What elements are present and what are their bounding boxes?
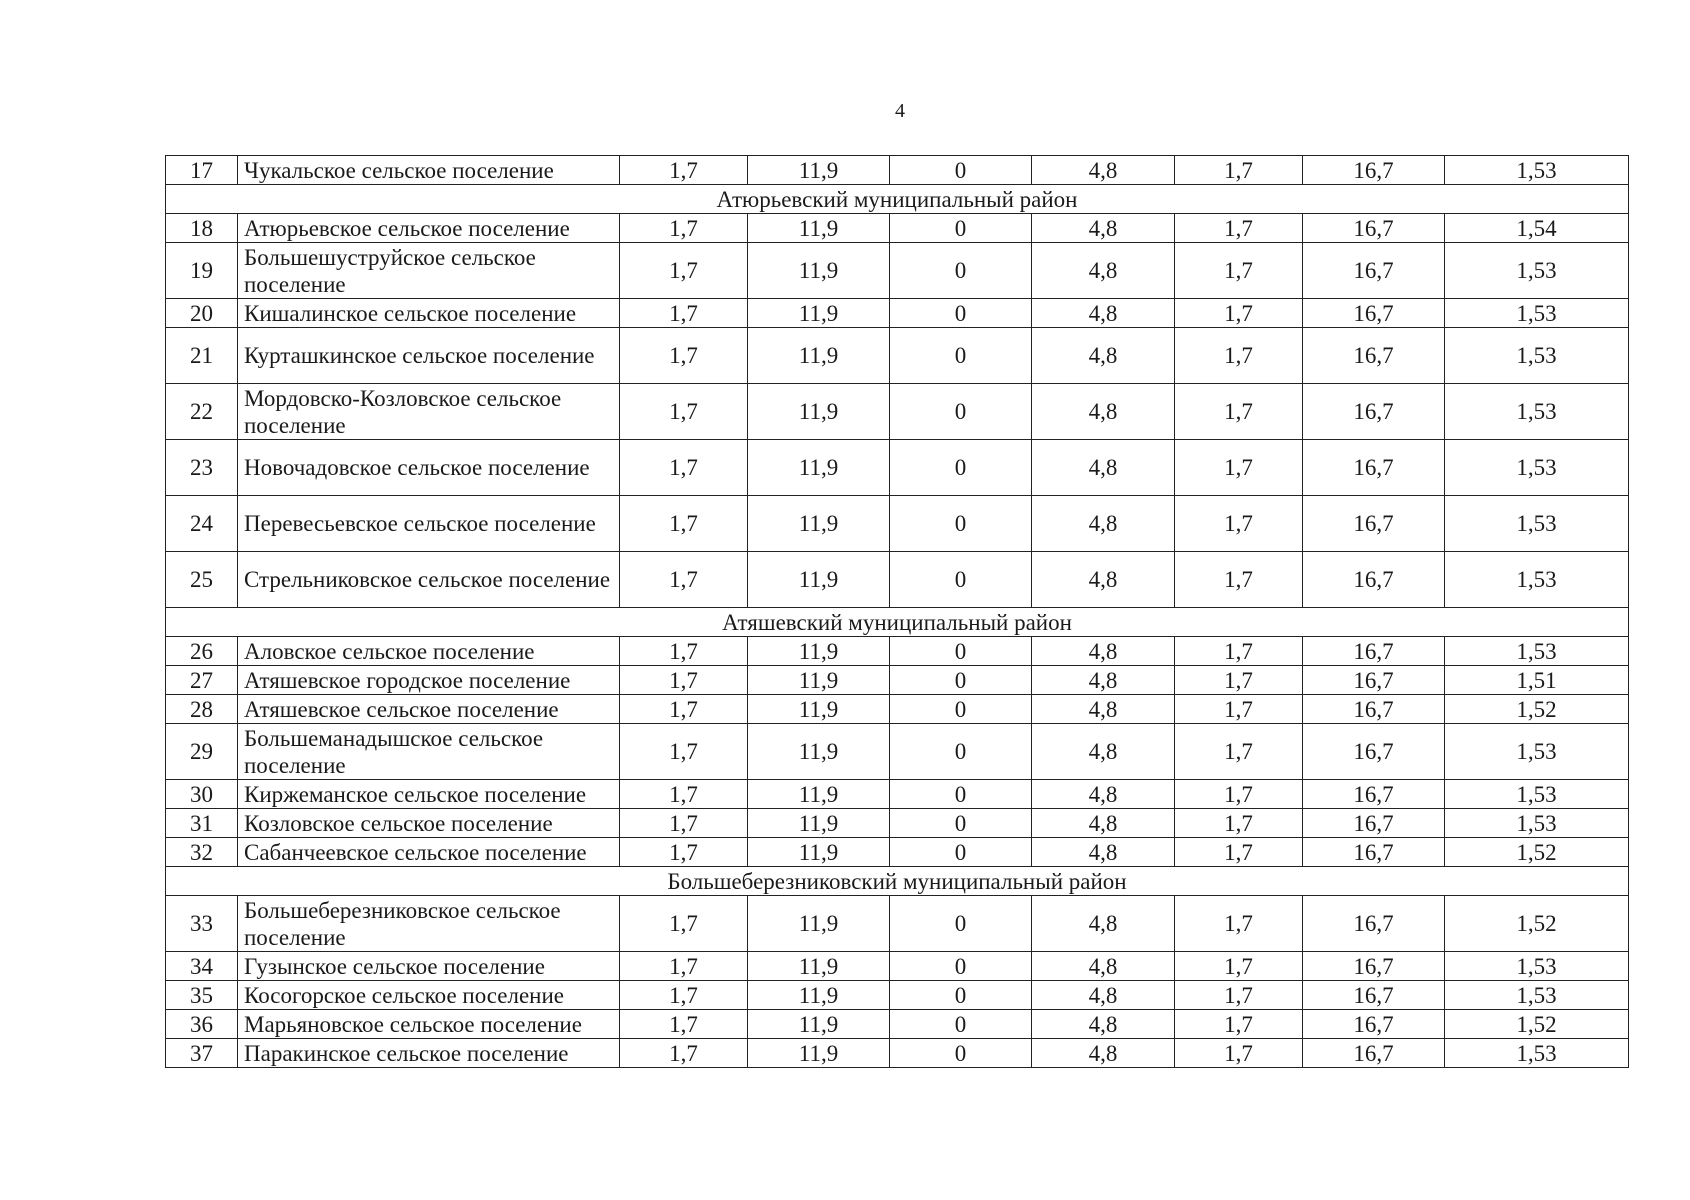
value-col-5: 1,7 — [1175, 952, 1303, 981]
table-row — [166, 637, 1629, 666]
value-col-4: 4,8 — [1032, 552, 1175, 608]
row-number: 24 — [166, 496, 238, 552]
value-col-3: 0 — [890, 496, 1032, 552]
value-col-6: 16,7 — [1303, 552, 1445, 608]
value-col-6: 16,7 — [1303, 952, 1445, 981]
row-number: 35 — [166, 981, 238, 1010]
value-col-4: 4,8 — [1032, 695, 1175, 724]
table-row — [166, 780, 1629, 809]
value-col-4: 4,8 — [1032, 156, 1175, 185]
value-col-7: 1,52 — [1445, 896, 1629, 952]
value-col-1: 1,7 — [620, 780, 748, 809]
value-col-4: 4,8 — [1032, 496, 1175, 552]
settlement-name: Большеберезниковское сельское поселение — [238, 896, 620, 952]
value-col-5: 1,7 — [1175, 780, 1303, 809]
value-col-2: 11,9 — [748, 637, 890, 666]
value-col-7: 1,53 — [1445, 780, 1629, 809]
value-col-2: 11,9 — [748, 809, 890, 838]
value-col-5: 1,7 — [1175, 1010, 1303, 1039]
value-col-4: 4,8 — [1032, 299, 1175, 328]
value-col-1: 1,7 — [620, 809, 748, 838]
value-col-2: 11,9 — [748, 695, 890, 724]
table-row — [166, 981, 1629, 1010]
row-number: 19 — [166, 243, 238, 299]
value-col-4: 4,8 — [1032, 809, 1175, 838]
value-col-4: 4,8 — [1032, 952, 1175, 981]
table-row — [166, 552, 1629, 608]
value-col-1: 1,7 — [620, 440, 748, 496]
value-col-2: 11,9 — [748, 156, 890, 185]
value-col-7: 1,53 — [1445, 299, 1629, 328]
value-col-5: 1,7 — [1175, 724, 1303, 780]
value-col-1: 1,7 — [620, 637, 748, 666]
row-number: 32 — [166, 838, 238, 867]
value-col-7: 1,53 — [1445, 384, 1629, 440]
value-col-4: 4,8 — [1032, 440, 1175, 496]
value-col-1: 1,7 — [620, 243, 748, 299]
settlement-name: Козловское сельское поселение — [238, 809, 620, 838]
table-row — [166, 214, 1629, 243]
value-col-1: 1,7 — [620, 838, 748, 867]
row-number: 37 — [166, 1039, 238, 1068]
value-col-3: 0 — [890, 838, 1032, 867]
table-row — [166, 156, 1629, 185]
settlement-name: Большеманадышское сельское поселение — [238, 724, 620, 780]
value-col-2: 11,9 — [748, 1010, 890, 1039]
district-header-row — [166, 185, 1629, 214]
row-number: 20 — [166, 299, 238, 328]
settlement-name: Марьяновское сельское поселение — [238, 1010, 620, 1039]
table-row — [166, 724, 1629, 780]
row-number: 18 — [166, 214, 238, 243]
row-number: 25 — [166, 552, 238, 608]
value-col-2: 11,9 — [748, 496, 890, 552]
value-col-1: 1,7 — [620, 981, 748, 1010]
value-col-6: 16,7 — [1303, 1039, 1445, 1068]
value-col-1: 1,7 — [620, 952, 748, 981]
settlement-name: Кишалинское сельское поселение — [238, 299, 620, 328]
row-number: 28 — [166, 695, 238, 724]
row-number: 31 — [166, 809, 238, 838]
value-col-3: 0 — [890, 384, 1032, 440]
value-col-6: 16,7 — [1303, 637, 1445, 666]
value-col-3: 0 — [890, 666, 1032, 695]
value-col-3: 0 — [890, 695, 1032, 724]
table-row — [166, 243, 1629, 299]
value-col-2: 11,9 — [748, 780, 890, 809]
value-col-4: 4,8 — [1032, 981, 1175, 1010]
value-col-2: 11,9 — [748, 552, 890, 608]
value-col-4: 4,8 — [1032, 838, 1175, 867]
value-col-5: 1,7 — [1175, 243, 1303, 299]
value-col-3: 0 — [890, 552, 1032, 608]
value-col-6: 16,7 — [1303, 838, 1445, 867]
value-col-7: 1,53 — [1445, 724, 1629, 780]
row-number: 22 — [166, 384, 238, 440]
table-row — [166, 695, 1629, 724]
district-header-row — [166, 867, 1629, 896]
value-col-2: 11,9 — [748, 952, 890, 981]
value-col-6: 16,7 — [1303, 809, 1445, 838]
value-col-1: 1,7 — [620, 695, 748, 724]
value-col-7: 1,53 — [1445, 328, 1629, 384]
value-col-3: 0 — [890, 1010, 1032, 1039]
value-col-3: 0 — [890, 724, 1032, 780]
value-col-4: 4,8 — [1032, 1010, 1175, 1039]
value-col-5: 1,7 — [1175, 1039, 1303, 1068]
value-col-7: 1,53 — [1445, 156, 1629, 185]
value-col-1: 1,7 — [620, 666, 748, 695]
row-number: 21 — [166, 328, 238, 384]
value-col-5: 1,7 — [1175, 637, 1303, 666]
value-col-1: 1,7 — [620, 496, 748, 552]
value-col-3: 0 — [890, 780, 1032, 809]
settlement-name: Атяшевское городское поселение — [238, 666, 620, 695]
value-col-6: 16,7 — [1303, 328, 1445, 384]
value-col-3: 0 — [890, 299, 1032, 328]
value-col-5: 1,7 — [1175, 328, 1303, 384]
value-col-1: 1,7 — [620, 896, 748, 952]
value-col-5: 1,7 — [1175, 384, 1303, 440]
settlement-name: Атяшевское сельское поселение — [238, 695, 620, 724]
value-col-5: 1,7 — [1175, 440, 1303, 496]
value-col-6: 16,7 — [1303, 384, 1445, 440]
value-col-5: 1,7 — [1175, 552, 1303, 608]
value-col-4: 4,8 — [1032, 243, 1175, 299]
district-title: Атюрьевский муниципальный район — [166, 185, 1629, 214]
value-col-6: 16,7 — [1303, 496, 1445, 552]
value-col-1: 1,7 — [620, 552, 748, 608]
value-col-7: 1,53 — [1445, 809, 1629, 838]
district-title: Атяшевский муниципальный район — [166, 608, 1629, 637]
table-row — [166, 896, 1629, 952]
value-col-2: 11,9 — [748, 1039, 890, 1068]
value-col-3: 0 — [890, 1039, 1032, 1068]
value-col-2: 11,9 — [748, 724, 890, 780]
value-col-3: 0 — [890, 328, 1032, 384]
value-col-1: 1,7 — [620, 384, 748, 440]
value-col-5: 1,7 — [1175, 981, 1303, 1010]
value-col-4: 4,8 — [1032, 384, 1175, 440]
page-number: 4 — [895, 100, 905, 122]
value-col-5: 1,7 — [1175, 496, 1303, 552]
settlement-name: Мордовско-Козловское сельское поселение — [238, 384, 620, 440]
value-col-6: 16,7 — [1303, 243, 1445, 299]
value-col-4: 4,8 — [1032, 214, 1175, 243]
value-col-6: 16,7 — [1303, 440, 1445, 496]
value-col-1: 1,7 — [620, 214, 748, 243]
value-col-3: 0 — [890, 809, 1032, 838]
value-col-3: 0 — [890, 637, 1032, 666]
value-col-5: 1,7 — [1175, 695, 1303, 724]
table-row — [166, 440, 1629, 496]
value-col-7: 1,51 — [1445, 666, 1629, 695]
value-col-7: 1,53 — [1445, 637, 1629, 666]
value-col-7: 1,53 — [1445, 440, 1629, 496]
settlement-name: Паракинское сельское поселение — [238, 1039, 620, 1068]
value-col-6: 16,7 — [1303, 724, 1445, 780]
value-col-2: 11,9 — [748, 666, 890, 695]
table-body — [166, 156, 1629, 1068]
value-col-5: 1,7 — [1175, 214, 1303, 243]
value-col-6: 16,7 — [1303, 695, 1445, 724]
table-row — [166, 666, 1629, 695]
value-col-7: 1,53 — [1445, 496, 1629, 552]
table-row — [166, 952, 1629, 981]
table-row — [166, 809, 1629, 838]
value-col-6: 16,7 — [1303, 666, 1445, 695]
value-col-3: 0 — [890, 896, 1032, 952]
table-row — [166, 1039, 1629, 1068]
value-col-2: 11,9 — [748, 384, 890, 440]
value-col-6: 16,7 — [1303, 981, 1445, 1010]
value-col-7: 1,53 — [1445, 552, 1629, 608]
table-row — [166, 328, 1629, 384]
settlement-name: Сабанчеевское сельское поселение — [238, 838, 620, 867]
value-col-7: 1,53 — [1445, 981, 1629, 1010]
value-col-2: 11,9 — [748, 328, 890, 384]
value-col-5: 1,7 — [1175, 666, 1303, 695]
settlement-name: Аловское сельское поселение — [238, 637, 620, 666]
district-title: Большеберезниковский муниципальный район — [166, 867, 1629, 896]
table-row — [166, 838, 1629, 867]
value-col-2: 11,9 — [748, 214, 890, 243]
value-col-4: 4,8 — [1032, 1039, 1175, 1068]
value-col-7: 1,53 — [1445, 952, 1629, 981]
value-col-7: 1,53 — [1445, 1039, 1629, 1068]
row-number: 34 — [166, 952, 238, 981]
value-col-5: 1,7 — [1175, 896, 1303, 952]
value-col-5: 1,7 — [1175, 156, 1303, 185]
value-col-4: 4,8 — [1032, 666, 1175, 695]
row-number: 26 — [166, 637, 238, 666]
row-number: 29 — [166, 724, 238, 780]
settlement-name: Атюрьевское сельское поселение — [238, 214, 620, 243]
value-col-3: 0 — [890, 952, 1032, 981]
value-col-7: 1,54 — [1445, 214, 1629, 243]
settlement-name: Косогорское сельское поселение — [238, 981, 620, 1010]
settlement-name: Курташкинское сельское поселение — [238, 328, 620, 384]
value-col-6: 16,7 — [1303, 156, 1445, 185]
value-col-7: 1,52 — [1445, 1010, 1629, 1039]
value-col-6: 16,7 — [1303, 299, 1445, 328]
value-col-2: 11,9 — [748, 981, 890, 1010]
settlement-name: Киржеманское сельское поселение — [238, 780, 620, 809]
settlement-name: Стрельниковское сельское поселение — [238, 552, 620, 608]
row-number: 30 — [166, 780, 238, 809]
value-col-1: 1,7 — [620, 1039, 748, 1068]
value-col-5: 1,7 — [1175, 299, 1303, 328]
value-col-1: 1,7 — [620, 1010, 748, 1039]
settlement-name: Большешуструйское сельское поселение — [238, 243, 620, 299]
value-col-7: 1,52 — [1445, 838, 1629, 867]
value-col-6: 16,7 — [1303, 214, 1445, 243]
row-number: 27 — [166, 666, 238, 695]
table-row — [166, 384, 1629, 440]
value-col-2: 11,9 — [748, 838, 890, 867]
value-col-3: 0 — [890, 440, 1032, 496]
value-col-5: 1,7 — [1175, 809, 1303, 838]
value-col-6: 16,7 — [1303, 1010, 1445, 1039]
value-col-1: 1,7 — [620, 328, 748, 384]
settlement-name: Гузынское сельское поселение — [238, 952, 620, 981]
value-col-2: 11,9 — [748, 243, 890, 299]
value-col-7: 1,53 — [1445, 243, 1629, 299]
value-col-4: 4,8 — [1032, 724, 1175, 780]
row-number: 33 — [166, 896, 238, 952]
value-col-1: 1,7 — [620, 299, 748, 328]
value-col-2: 11,9 — [748, 896, 890, 952]
value-col-4: 4,8 — [1032, 896, 1175, 952]
value-col-6: 16,7 — [1303, 896, 1445, 952]
tariff-table — [165, 155, 1629, 1068]
table-row — [166, 299, 1629, 328]
value-col-3: 0 — [890, 243, 1032, 299]
value-col-6: 16,7 — [1303, 780, 1445, 809]
settlement-name: Чукальское сельское поселение — [238, 156, 620, 185]
value-col-4: 4,8 — [1032, 328, 1175, 384]
value-col-4: 4,8 — [1032, 637, 1175, 666]
value-col-2: 11,9 — [748, 299, 890, 328]
district-header-row — [166, 608, 1629, 637]
row-number: 23 — [166, 440, 238, 496]
value-col-4: 4,8 — [1032, 780, 1175, 809]
row-number: 36 — [166, 1010, 238, 1039]
settlement-name: Перевесьевское сельское поселение — [238, 496, 620, 552]
table-row — [166, 1010, 1629, 1039]
value-col-2: 11,9 — [748, 440, 890, 496]
value-col-3: 0 — [890, 981, 1032, 1010]
value-col-1: 1,7 — [620, 156, 748, 185]
row-number: 17 — [166, 156, 238, 185]
value-col-3: 0 — [890, 214, 1032, 243]
value-col-1: 1,7 — [620, 724, 748, 780]
value-col-5: 1,7 — [1175, 838, 1303, 867]
table-row — [166, 496, 1629, 552]
value-col-3: 0 — [890, 156, 1032, 185]
value-col-7: 1,52 — [1445, 695, 1629, 724]
settlement-name: Новочадовское сельское поселение — [238, 440, 620, 496]
